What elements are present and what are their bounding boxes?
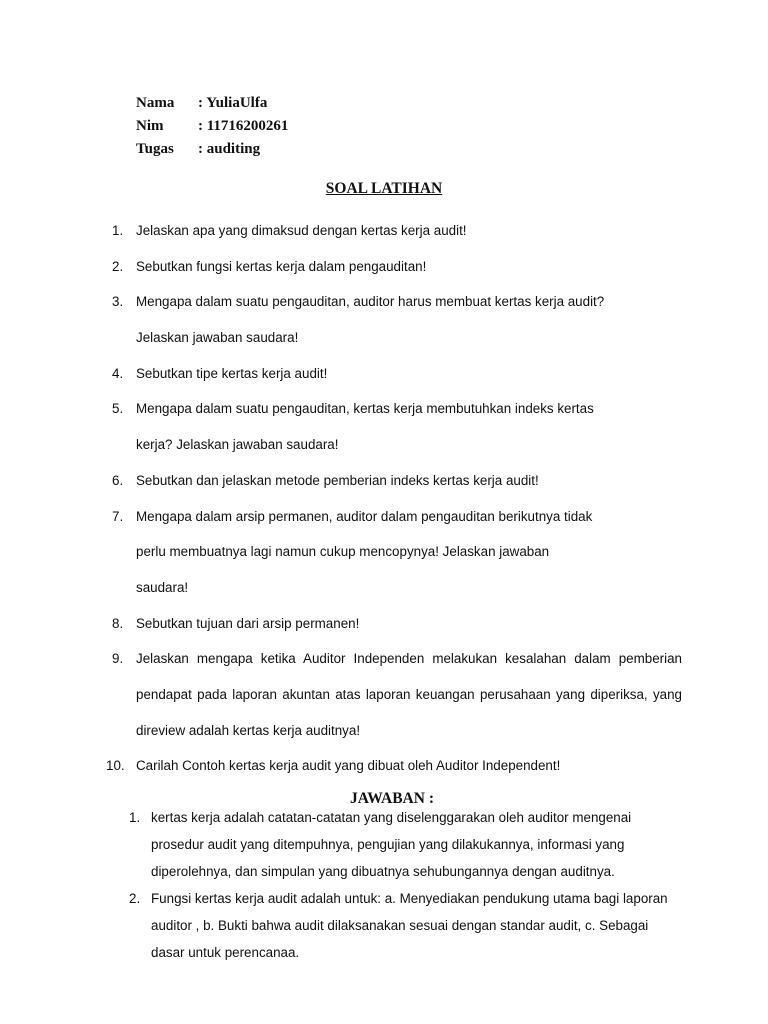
question-item-number: 3. — [112, 294, 124, 310]
question-item-text-line: Sebutkan tipe kertas kerja audit! — [136, 365, 328, 381]
answer-item-number: 1. — [129, 810, 141, 825]
question-item-number: 5. — [112, 401, 124, 417]
answer-item-text-line: kertas kerja adalah catatan-catatan yang diselenggarakan oleh auditor mengenai — [151, 810, 632, 825]
info-value: : 11716200261 — [198, 118, 289, 134]
answer-item-text-line: Fungsi kertas kerja audit adalah untuk: a. Menyediakan pendukung utama bagi laporan — [151, 891, 668, 906]
question-item — [112, 284, 682, 355]
question-item — [112, 641, 682, 748]
question-item-text-line: Jelaskan mengapa ketika Auditor Independen melakukan kesalahan dalam pemberian — [136, 651, 682, 667]
answer-item-number: 2. — [129, 891, 141, 906]
question-item-text-line: pendapat pada laporan akuntan atas laporan keuangan perusahaan yang diperiksa, yang — [136, 686, 682, 702]
question-item-text-line: Mengapa dalam suatu pengauditan, kertas kerja membutuhkan indeks kertas — [136, 401, 594, 417]
question-item-number: 9. — [112, 651, 124, 667]
question-list — [106, 213, 682, 784]
answer-item — [129, 885, 689, 966]
question-item-number: 4. — [112, 365, 124, 381]
info-row-nim — [136, 115, 288, 138]
answer-item-text-line: dasar untuk perencanaa. — [151, 945, 300, 960]
info-row-nama — [136, 92, 288, 115]
question-item-number: 7. — [112, 508, 124, 524]
question-item-text-line: Sebutkan dan jelaskan metode pemberian indeks kertas kerja audit! — [136, 472, 539, 488]
question-item — [112, 356, 682, 392]
student-info — [136, 92, 288, 161]
question-item-number: 10. — [106, 758, 125, 774]
question-item-number: 6. — [112, 472, 124, 488]
question-item-text-line: Mengapa dalam arsip permanen, auditor dalam pengauditan berikutnya tidak — [136, 508, 593, 524]
answer-item-text-line: prosedur audit yang ditempuhnya, pengujian yang dilakukannya, informasi yang — [151, 837, 625, 852]
question-item-text-line: saudara! — [136, 579, 189, 595]
question-item — [112, 391, 682, 462]
question-item-text-line: Mengapa dalam suatu pengauditan, auditor harus membuat kertas kerja audit? — [136, 294, 605, 310]
question-item-text-line: Sebutkan tujuan dari arsip permanen! — [136, 615, 360, 631]
answer-item — [129, 804, 689, 885]
question-item-number: 2. — [112, 258, 124, 274]
question-item — [112, 499, 682, 606]
question-item — [112, 249, 682, 285]
soal-latihan-title: SOAL LATIHAN — [325, 180, 443, 197]
answer-item-text-line: auditor , b. Bukti bahwa audit dilaksanakan sesuai dengan standar audit, c. Sebagai — [151, 918, 649, 933]
question-item-text-line: Jelaskan apa yang dimaksud dengan kertas kerja audit! — [136, 223, 467, 238]
question-item-text-line: Jelaskan jawaban saudara! — [136, 330, 299, 346]
jawaban-title: JAWABAN : — [350, 790, 434, 807]
question-item-text-line: direview adalah kertas kerja auditnya! — [136, 722, 361, 738]
info-row-tugas — [136, 138, 288, 161]
question-item-text-line: Sebutkan fungsi kertas kerja dalam pengauditan! — [136, 258, 427, 274]
answer-item-text-line: diperolehnya, dan simpulan yang dibuatnya sehubungannya dengan auditnya. — [151, 864, 615, 879]
question-item — [112, 606, 682, 642]
question-item-text-line: kerja? Jelaskan jawaban saudara! — [136, 437, 339, 453]
info-key: Nim — [136, 118, 164, 134]
question-item-number: 8. — [112, 615, 124, 631]
info-key: Nama — [136, 95, 175, 111]
question-item-text-line: perlu membuatnya lagi namun cukup mencopynya! Jelaskan jawaban — [136, 544, 550, 560]
question-item — [112, 463, 682, 499]
answer-list — [129, 804, 689, 966]
question-item — [112, 213, 682, 249]
question-item-number: 1. — [112, 223, 124, 238]
question-item — [106, 748, 682, 784]
question-item-text-line: Carilah Contoh kertas kerja audit yang dibuat oleh Auditor Independent! — [136, 758, 561, 774]
info-value: : auditing — [198, 141, 261, 157]
info-value: : YuliaUlfa — [198, 95, 268, 111]
info-key: Tugas — [136, 141, 174, 157]
